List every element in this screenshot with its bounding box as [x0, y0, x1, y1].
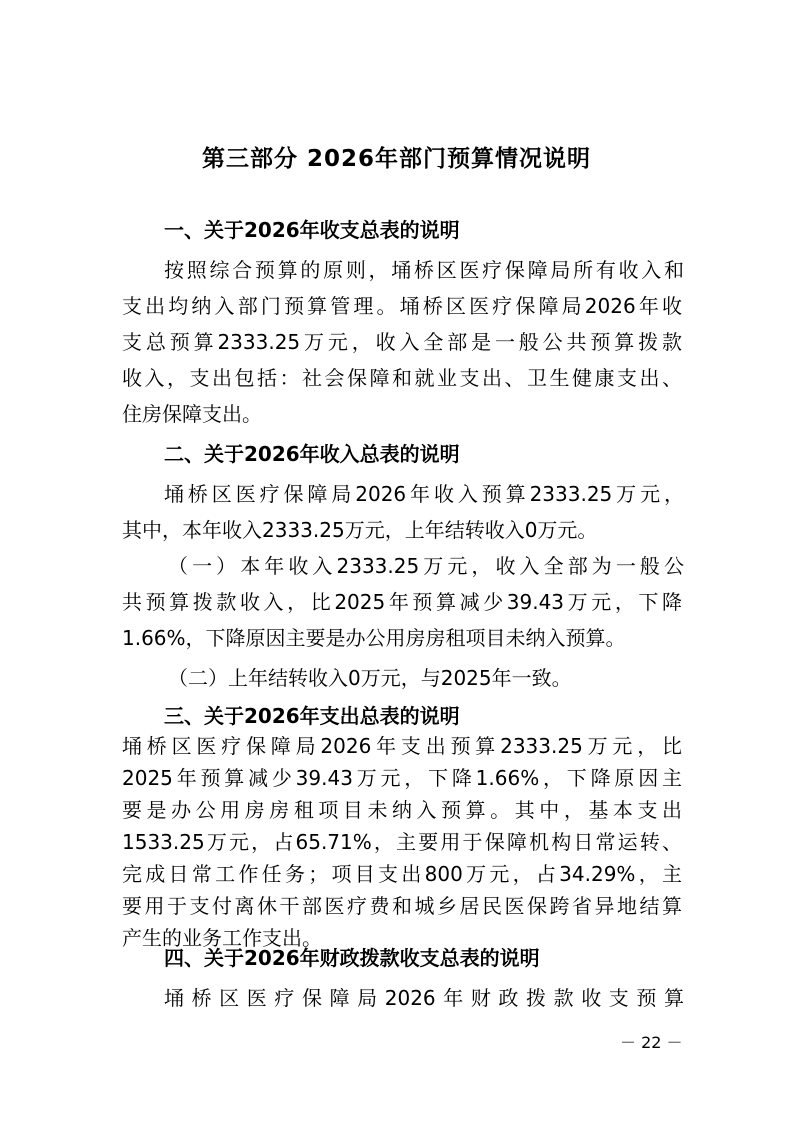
paragraph-line: （二）上年结转收入0万元，与2025年一致。 — [168, 666, 572, 690]
page-title: 第三部分 2026年部门预算情况说明 — [201, 146, 592, 172]
paragraph-line: 埇桥区医疗保障局2026年支出预算2333.25万元，比 — [122, 734, 682, 758]
paragraph-line: 埇桥区医疗保障局2026年财政拨款收支预算 — [164, 986, 684, 1010]
paragraph-line: 产生的业务工作支出。 — [122, 926, 322, 950]
paragraph-line: 住房保障支出。 — [122, 402, 262, 426]
paragraph-line: 收入，支出包括：社会保障和就业支出、卫生健康支出、 — [122, 366, 682, 390]
section-heading-3: 三、关于2026年支出总表的说明 — [164, 704, 460, 728]
paragraph-line: 1.66%，下降原因主要是办公用房房租项目未纳入预算。 — [122, 626, 626, 650]
paragraph-line: 按照综合预算的原则，埇桥区医疗保障局所有收入和 — [164, 258, 684, 282]
section-heading-4: 四、关于2026年财政拨款收支总表的说明 — [164, 946, 540, 970]
paragraph-line: 要用于支付离休干部医疗费和城乡居民医保跨省异地结算 — [122, 894, 682, 918]
paragraph-line: 其中，本年收入2333.25万元，上年结转收入0万元。 — [122, 518, 598, 542]
paragraph-line: 2025年预算减少39.43万元，下降1.66%，下降原因主 — [122, 766, 682, 790]
paragraph-line: 共预算拨款收入，比2025年预算减少39.43万元，下降 — [122, 590, 682, 614]
paragraph-line: （一）本年收入2333.25万元，收入全部为一般公 — [168, 554, 684, 578]
paragraph-line: 完成日常工作任务；项目支出800万元，占34.29%，主 — [122, 862, 682, 886]
paragraph-line: 1533.25万元，占65.71%，主要用于保障机构日常运转、 — [122, 830, 682, 854]
section-heading-2: 二、关于2026年收入总表的说明 — [164, 442, 460, 466]
paragraph-line: 支出均纳入部门预算管理。埇桥区医疗保障局2026年收 — [122, 294, 682, 318]
paragraph-line: 要是办公用房房租项目未纳入预算。其中，基本支出 — [122, 798, 682, 822]
section-heading-1: 一、关于2026年收支总表的说明 — [164, 218, 460, 242]
paragraph-line: 支总预算2333.25万元，收入全部是一般公共预算拨款 — [122, 330, 682, 354]
page-number: － 22 － — [620, 1033, 683, 1052]
paragraph-line: 埇桥区医疗保障局2026年收入预算2333.25万元， — [164, 482, 684, 506]
